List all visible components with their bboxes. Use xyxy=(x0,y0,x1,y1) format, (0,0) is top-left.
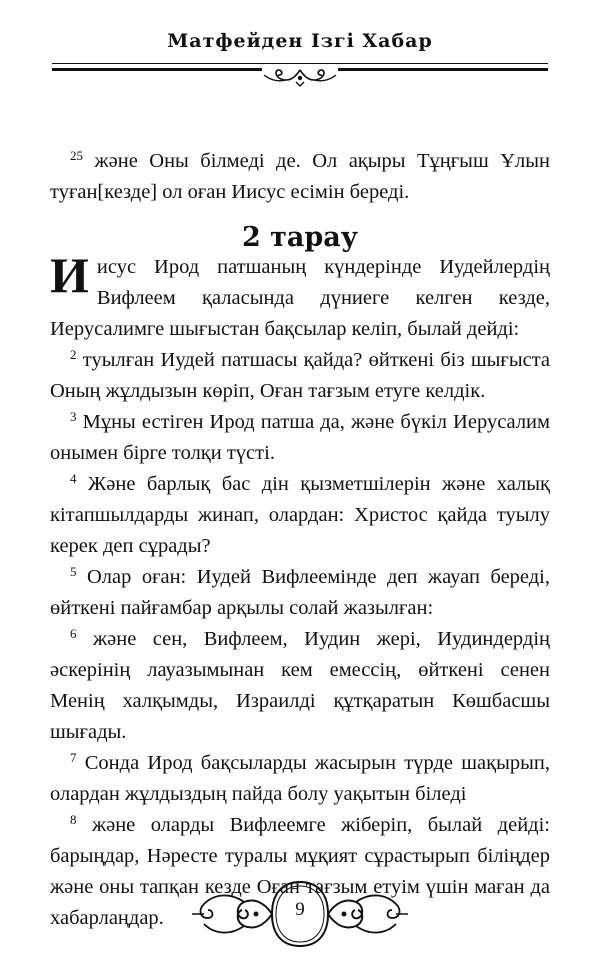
verse-2 xyxy=(50,345,550,407)
chapter-body xyxy=(50,247,550,934)
verse-number: 2 xyxy=(70,346,77,362)
verse-number: 7 xyxy=(70,749,77,765)
verse-6 xyxy=(50,624,550,748)
verse-text: Олар оған: Иудей Вифлеемінде деп жауап береді, өйткені пайғамбар арқылы солай жазылған: xyxy=(50,566,550,619)
header-rule xyxy=(52,63,548,64)
drop-cap: И xyxy=(50,247,89,303)
verse-number: 6 xyxy=(70,625,77,641)
header-ornament-icon xyxy=(262,66,338,88)
verse-number: 8 xyxy=(70,811,77,827)
verse-number: 4 xyxy=(70,470,77,486)
verse-text: және сен, Вифлеем, Иудин жері, Иудиндердің әскерінің лауазымынан кем емессің, өйткені сенен Менің халқымды, Израилді құтқаратын Көшбасшы шығады. xyxy=(50,628,550,743)
verse-text: және Оны білмеді де. Ол ақыры Тұңғыш Ұлын туған[кезде] ол оған Иисус есімін береді. xyxy=(50,150,550,203)
verse-text: Мұны естіген Ирод патша да, және бүкіл Иерусалим онымен бірге толқи түсті. xyxy=(50,411,550,464)
verse-7 xyxy=(50,748,550,810)
verse-text: Және барлық бас дін қызметшілерін және халық кітапшылдарды жинап, олардан: Христос қайда туылу керек деп сұрады? xyxy=(50,473,550,557)
verse-number: 3 xyxy=(70,408,77,424)
page-number: 9 xyxy=(295,899,305,920)
verse-25 xyxy=(50,146,550,208)
verse-text: Сонда Ирод бақсыларды жасырын түрде шақырып, олардан жұлдыздың пайда болу уақытын біледі xyxy=(50,752,550,805)
verse-text: және оларды Вифлеемге жіберіп, былай дейді: барыңдар, Нәресте туралы мұқият сұрастырып біліңдер және оны тапқан кезде Оған тағзым етуім үшін маған да хабарлаңдар. xyxy=(50,814,550,929)
first-paragraph-text: исус Ирод патшаның күндерінде Иудейлердің Вифлеем қаласында дүниеге келген кезде, Иерусалимге шығыстан бақсылар келіп, былай дейді: xyxy=(50,256,550,340)
verse-number: 5 xyxy=(70,563,77,579)
verse-4 xyxy=(50,469,550,562)
chapter-title: 2 тарау xyxy=(241,222,359,253)
running-header: Матфейден Ізгі Хабар xyxy=(167,30,433,52)
verse-5 xyxy=(50,562,550,624)
verse-number: 25 xyxy=(70,147,83,163)
verse-3 xyxy=(50,407,550,469)
verse-25-block xyxy=(50,146,550,208)
verse-text: туылған Иудей патшасы қайда? өйткені біз шығыста Оның жұлдызын көріп, Оған тағзым етуге келдік. xyxy=(50,349,550,402)
chapter-first-paragraph xyxy=(50,247,550,345)
